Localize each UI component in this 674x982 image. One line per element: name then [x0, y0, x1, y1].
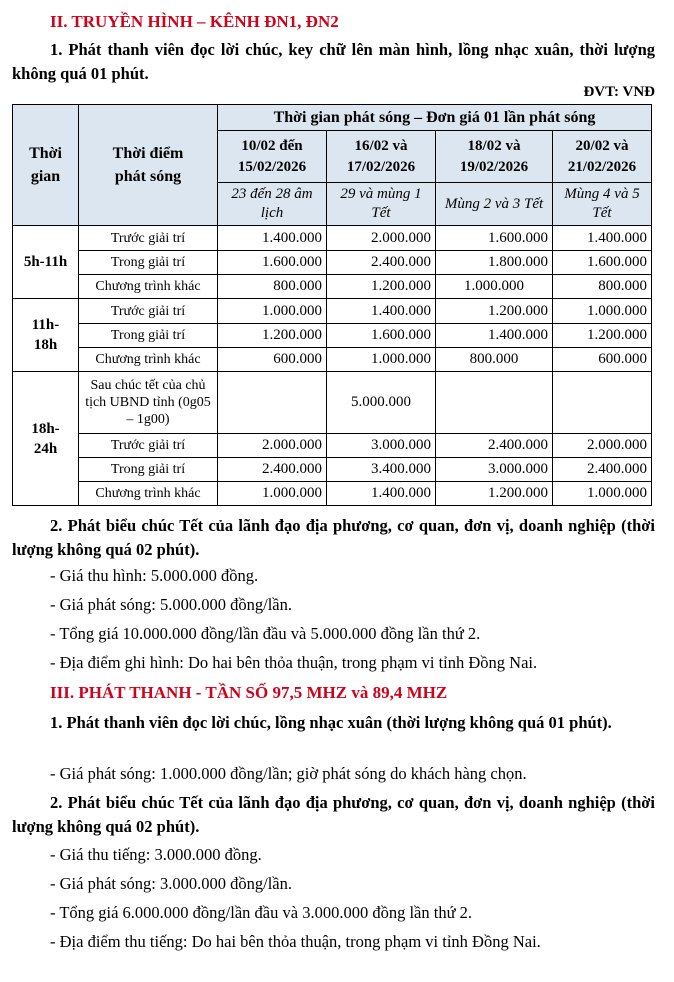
section-3-heading: III. PHÁT THANH - TẦN SỐ 97,5 MHZ và 89,4 MHZ [50, 683, 448, 702]
price-cell: 1.200.000 [436, 482, 553, 506]
program-cell: Chương trình khác [79, 348, 218, 372]
header-period-1-dates: 10/02 đến 15/02/2026 [218, 131, 327, 183]
price-cell: 1.000.000 [553, 299, 652, 324]
price-cell: 1.400.000 [327, 482, 436, 506]
price-cell: 1.600.000 [436, 226, 553, 251]
price-cell: 800.000 [218, 275, 327, 299]
header-slot: Thời điểm phát sóng [79, 105, 218, 226]
program-cell: Chương trình khác [79, 275, 218, 299]
price-cell: 600.000 [553, 348, 652, 372]
header-period-group: Thời gian phát sóng – Đơn giá 01 lần phát sóng [218, 105, 652, 131]
section-3-item-1-title: 1. Phát thanh viên đọc lời chúc, lồng nhạc xuân (thời lượng không quá 01 phút). [50, 713, 612, 732]
section-2-heading: II. TRUYỀN HÌNH – KÊNH ĐN1, ĐN2 [50, 12, 339, 31]
price-cell: 3.400.000 [327, 458, 436, 482]
price-cell: 2.000.000 [327, 226, 436, 251]
table-row [13, 458, 652, 482]
list-item: - Giá thu tiếng: 3.000.000 đồng. [50, 845, 262, 864]
header-period-3-dates: 18/02 và 19/02/2026 [436, 131, 553, 183]
table-row [13, 275, 652, 299]
header-period-4-lunar: Mùng 4 và 5 Tết [553, 183, 652, 226]
price-cell: 2.000.000 [553, 434, 652, 458]
header-period-2-dates: 16/02 và 17/02/2026 [327, 131, 436, 183]
table-row [13, 434, 652, 458]
section-2-item-1-title: 1. Phát thanh viên đọc lời chúc, key chữ lên màn hình, lồng nhạc xuân, thời lượng không quá 01 phút. [12, 40, 655, 83]
program-cell: Trước giải trí [79, 434, 218, 458]
header-period-2-lunar: 29 và mùng 1 Tết [327, 183, 436, 226]
price-cell: 1.000.000 [218, 482, 327, 506]
table-row [13, 482, 652, 506]
price-cell: 800.000 [553, 275, 652, 299]
price-cell: 1.200.000 [218, 324, 327, 348]
price-cell: 1.400.000 [436, 324, 553, 348]
table-row [13, 348, 652, 372]
section-2-item-2-title: 2. Phát biểu chúc Tết của lãnh đạo địa phương, cơ quan, đơn vị, doanh nghiệp (thời lượng không quá 02 phút). [12, 516, 655, 559]
price-cell: 1.200.000 [553, 324, 652, 348]
price-cell: 3.000.000 [436, 458, 553, 482]
price-cell: 1.200.000 [436, 299, 553, 324]
list-item: - Tổng giá 10.000.000 đồng/lần đầu và 5.000.000 đồng lần thứ 2. [50, 624, 481, 643]
time-slot-11h-18h: 11h-18h [13, 299, 79, 372]
price-cell: 800.000 [436, 348, 553, 372]
list-item: - Giá phát sóng: 5.000.000 đồng/lần. [50, 595, 292, 614]
list-item: - Giá thu hình: 5.000.000 đồng. [50, 566, 259, 585]
price-cell: 1.200.000 [327, 275, 436, 299]
price-cell: 1.800.000 [436, 251, 553, 275]
price-cell: 1.000.000 [436, 275, 553, 299]
price-cell: 2.400.000 [218, 458, 327, 482]
price-cell: 1.000.000 [327, 348, 436, 372]
program-cell: Trước giải trí [79, 226, 218, 251]
header-time: Thời gian [13, 105, 79, 226]
price-cell: 3.000.000 [327, 434, 436, 458]
section-3-item-2-title: 2. Phát biểu chúc Tết của lãnh đạo địa phương, cơ quan, đơn vị, doanh nghiệp (thời lượng không quá 02 phút). [12, 793, 655, 836]
table-row [13, 251, 652, 275]
price-cell: 2.400.000 [327, 251, 436, 275]
table-row [13, 299, 652, 324]
price-cell: 1.400.000 [218, 226, 327, 251]
price-cell: 2.400.000 [436, 434, 553, 458]
list-item: - Giá phát sóng: 3.000.000 đồng/lần. [50, 874, 292, 893]
list-item: - Giá phát sóng: 1.000.000 đồng/lần; giờ phát sóng do khách hàng chọn. [50, 764, 527, 783]
header-period-3-lunar: Mùng 2 và 3 Tết [436, 183, 553, 226]
program-cell: Trong giải trí [79, 324, 218, 348]
program-cell: Chương trình khác [79, 482, 218, 506]
price-cell: 1.400.000 [327, 299, 436, 324]
price-cell: 1.600.000 [327, 324, 436, 348]
program-cell: Trong giải trí [79, 251, 218, 275]
price-cell: 1.600.000 [553, 251, 652, 275]
program-cell: Trong giải trí [79, 458, 218, 482]
program-cell: Trước giải trí [79, 299, 218, 324]
table-row [13, 324, 652, 348]
currency-unit: ĐVT: VNĐ [583, 84, 655, 100]
program-cell: Sau chúc tết của chủ tịch UBND tỉnh (0g05 – 1g00) [79, 372, 218, 434]
price-cell: 600.000 [218, 348, 327, 372]
price-cell [553, 372, 652, 434]
list-item: - Địa điểm thu tiếng: Do hai bên thỏa thuận, trong phạm vi tỉnh Đồng Nai. [50, 932, 541, 951]
price-cell: 2.000.000 [218, 434, 327, 458]
pricing-table [12, 104, 652, 506]
price-cell [436, 372, 553, 434]
table-row [13, 226, 652, 251]
time-slot-5h-11h: 5h-11h [13, 226, 79, 299]
time-slot-18h-24h: 18h-24h [13, 372, 79, 506]
list-item: - Tổng giá 6.000.000 đồng/lần đầu và 3.000.000 đồng lần thứ 2. [50, 903, 473, 922]
price-cell: 2.400.000 [553, 458, 652, 482]
price-cell [218, 372, 327, 434]
table-row [13, 372, 652, 434]
price-cell: 1.600.000 [218, 251, 327, 275]
list-item: - Địa điểm ghi hình: Do hai bên thỏa thuận, trong phạm vi tỉnh Đồng Nai. [50, 653, 538, 672]
price-cell: 1.400.000 [553, 226, 652, 251]
price-cell: 1.000.000 [553, 482, 652, 506]
header-period-4-dates: 20/02 và 21/02/2026 [553, 131, 652, 183]
price-cell: 5.000.000 [327, 372, 436, 434]
price-cell: 1.000.000 [218, 299, 327, 324]
header-period-1-lunar: 23 đến 28 âm lịch [218, 183, 327, 226]
